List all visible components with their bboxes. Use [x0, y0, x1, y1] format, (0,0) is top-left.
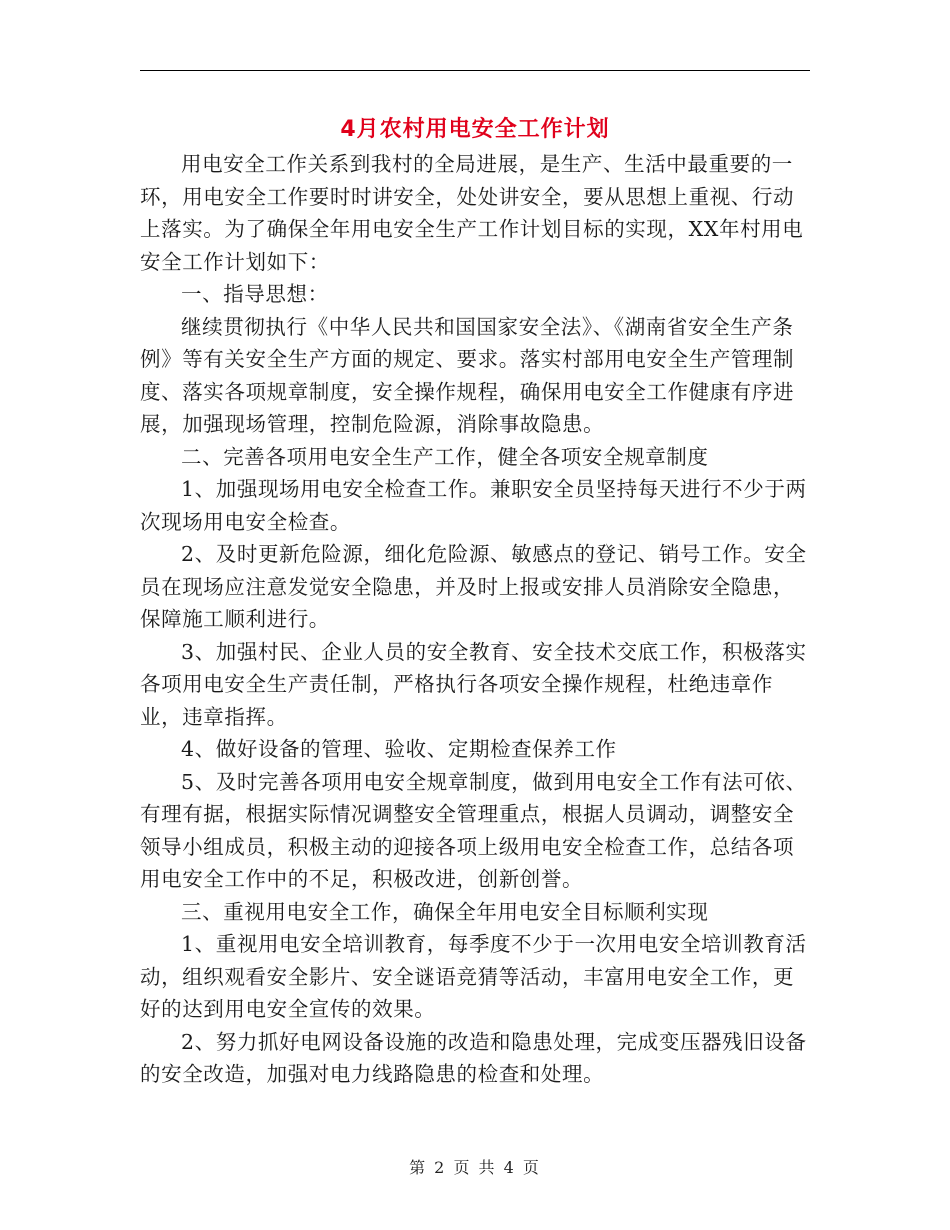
list-item: 1、加强现场用电安全检查工作。兼职安全员坚持每天进行不少于两次现场用电安全检查。 [140, 477, 807, 534]
header-rule [140, 70, 810, 71]
list-item: 1、重视用电安全培训教育，每季度不少于一次用电安全培训教育活动，组织观看安全影片、安全谜语竞猜等活动，丰富用电安全工作，更好的达到用电安全宣传的效果。 [140, 932, 807, 1021]
paragraph-intro: 用电安全工作关系到我村的全局进展，是生产、生活中最重要的一环，用电安全工作要时时讲安全，处处讲安全，要从思想上重视、行动上落实。为了确保全年用电安全生产工作计划目标的实现，XX年村用电安全工作计划如下： [140, 152, 804, 274]
list-item: 2、努力抓好电网设备设施的改造和隐患处理，完成变压器残旧设备的安全改造，加强对电力线路隐患的检查和处理。 [140, 1029, 807, 1086]
list-item: 4、做好设备的管理、验收、定期检查保养工作 [181, 737, 617, 761]
page-number: 第 2 页 共 4 页 [409, 1158, 541, 1177]
list-item: 3、加强村民、企业人员的安全教育、安全技术交底工作，积极落实各项用电安全生产责任制，严格执行各项安全操作规程，杜绝违章作业，违章指挥。 [140, 639, 807, 729]
heading-guiding-thought: 一、指导思想： [181, 282, 329, 306]
heading-section-three: 三、重视用电安全工作，确保全年用电安全目标顺利实现 [181, 899, 709, 924]
paragraph-guiding-thought: 继续贯彻执行《中华人民共和国国家安全法》、《湖南省安全生产条例》等有关安全生产方面的规定、要求。落实村部用电安全生产管理制度、落实各项规章制度，安全操作规程，确保用电安全工作健康有序进展，加强现场管理，控制危险源，消除事故隐患。 [140, 314, 795, 436]
document-title: 4月农村用电安全工作计划 [340, 117, 610, 142]
list-item: 5、及时完善各项用电安全规章制度，做到用电安全工作有法可依、有理有据，根据实际情况调整安全管理重点，根据人员调动，调整安全领导小组成员，积极主动的迎接各项上级用电安全检查工作，总结各项用电安全工作中的不足，积极改进，创新创誉。 [140, 769, 807, 891]
list-item: 2、及时更新危险源，细化危险源、敏感点的登记、销号工作。安全员在现场应注意发觉安全隐患，并及时上报或安排人员消除安全隐患，保障施工顺利进行。 [140, 542, 807, 631]
document-body [140, 148, 815, 1091]
heading-section-two: 二、完善各项用电安全生产工作，健全各项安全规章制度 [181, 444, 709, 469]
